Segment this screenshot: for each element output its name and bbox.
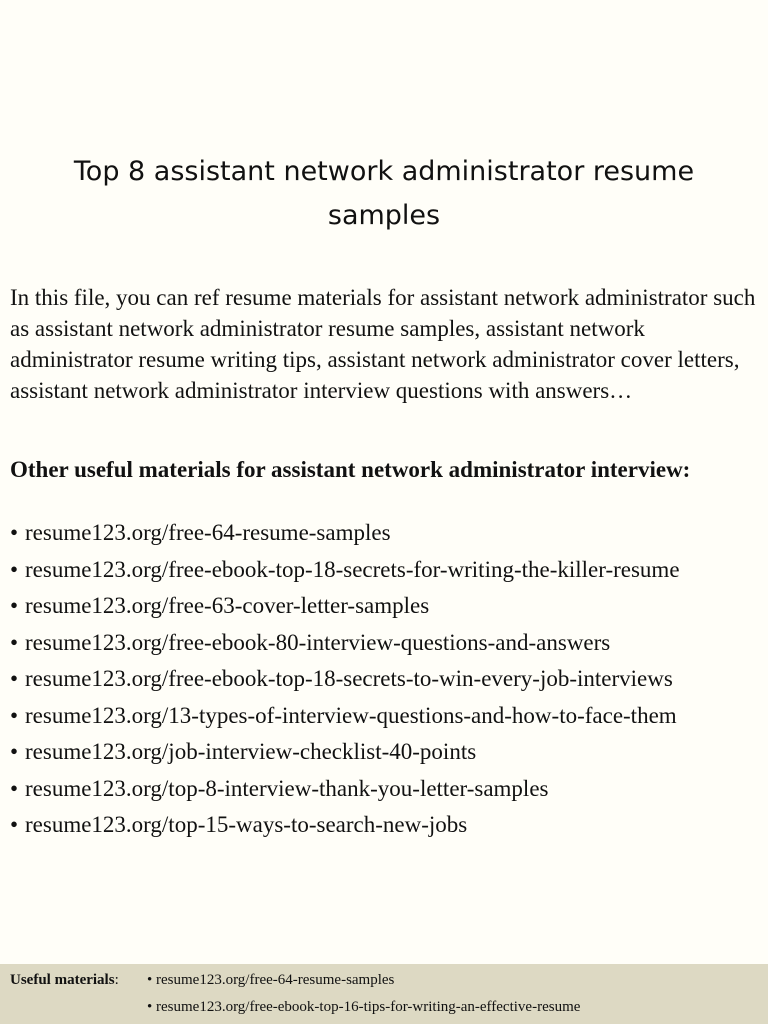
bullet-icon: • — [10, 812, 19, 837]
bullet-icon: • — [10, 739, 19, 764]
page-title: Top 8 assistant network administrator resume samples — [73, 156, 695, 231]
list-item — [10, 807, 768, 844]
list-item — [10, 771, 768, 808]
useful-materials-heading: Other useful materials for assistant network administrator interview: — [10, 457, 691, 482]
list-item — [10, 734, 768, 771]
list-item — [10, 552, 768, 589]
list-item — [10, 588, 768, 625]
footer-colon: : — [114, 972, 119, 988]
footer-bar — [0, 964, 768, 1024]
list-item — [10, 625, 768, 662]
footer-label — [10, 972, 119, 989]
bullet-icon: • — [10, 702, 19, 728]
resource-link[interactable]: resume123.org/job-interview-checklist-40-points — [25, 739, 477, 764]
resource-link[interactable]: resume123.org/top-15-ways-to-search-new-jobs — [25, 812, 468, 837]
resource-link-list — [10, 515, 768, 844]
resource-link[interactable]: resume123.org/top-8-interview-thank-you-letter-samples — [25, 775, 549, 801]
bullet-icon: • — [10, 629, 19, 655]
list-item — [10, 515, 768, 552]
resource-link[interactable]: resume123.org/free-ebook-top-18-secrets-for-writing-the-killer-resume — [25, 556, 680, 582]
footer-link[interactable]: • resume123.org/free-64-resume-samples — [147, 972, 395, 988]
footer-link[interactable]: • resume123.org/free-ebook-top-16-tips-for-writing-an-effective-resume — [147, 999, 581, 1015]
bullet-icon: • — [10, 593, 19, 618]
resource-link[interactable]: resume123.org/free-64-resume-samples — [25, 520, 391, 545]
resource-link[interactable]: resume123.org/free-ebook-80-interview-questions-and-answers — [25, 629, 611, 655]
intro-paragraph: In this file, you can ref resume materials for assistant network administrator such as assistant network administrator resume samples, assistant network administrator resume writing tips, assistant network administrator cover letters, assistant network administrator interview questions with answers… — [10, 285, 756, 403]
bullet-icon: • — [10, 775, 19, 801]
resource-link[interactable]: resume123.org/13-types-of-interview-questions-and-how-to-face-them — [25, 702, 677, 728]
resource-link[interactable]: resume123.org/free-ebook-top-18-secrets-to-win-every-job-interviews — [25, 666, 673, 691]
list-item — [10, 661, 768, 698]
resource-link[interactable]: resume123.org/free-63-cover-letter-samples — [25, 593, 430, 618]
bullet-icon: • — [10, 520, 19, 545]
list-item — [10, 698, 768, 735]
bullet-icon: • — [10, 666, 19, 691]
bullet-icon: • — [10, 556, 19, 582]
footer-label-text: Useful materials — [10, 972, 115, 988]
